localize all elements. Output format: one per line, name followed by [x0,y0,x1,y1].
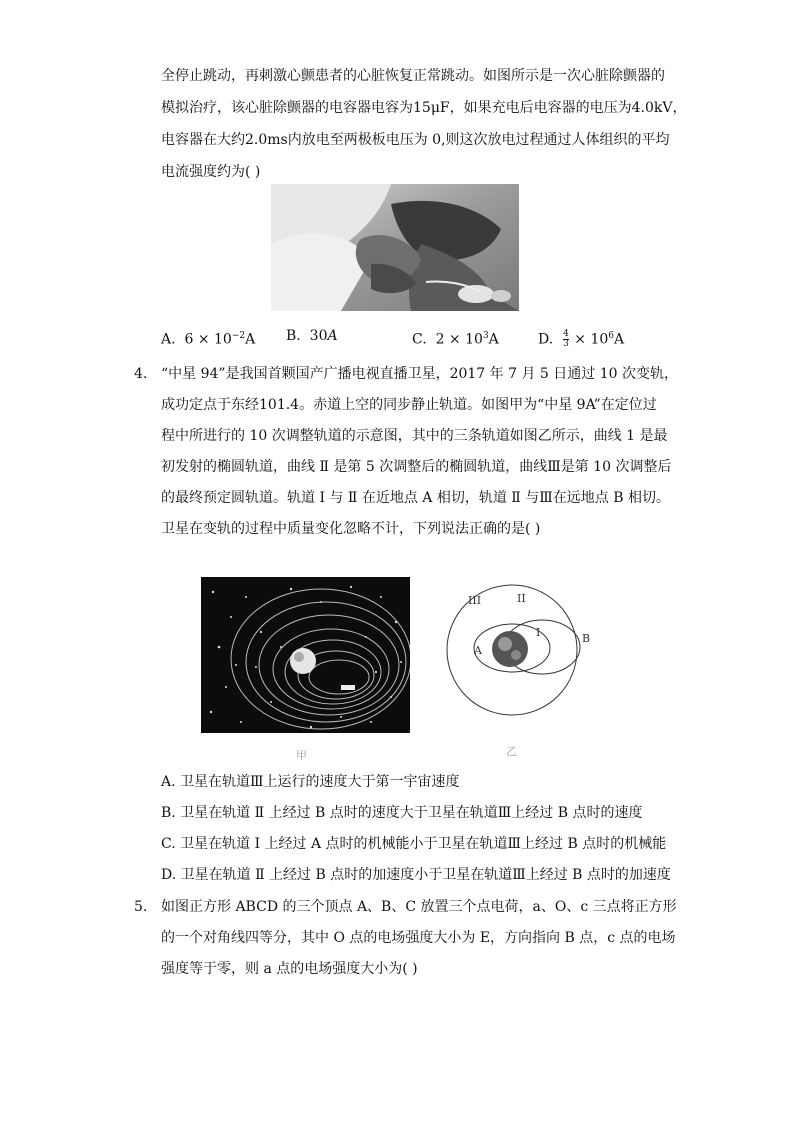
point-b-label: B [582,632,591,645]
q3-line-2: 模拟治疗，该心脏除颤器的电容器电容为15μF，如果充电后电容器的电压为4.0kV， [161,100,687,116]
orbit-photo-jia [201,577,410,733]
q3-option-d[interactable]: D. $\frac{4}{3}$ × $10^6A$ [538,329,625,350]
q4-line-4: 初发射的椭圆轨道，曲线 Ⅱ 是第 5 次调整后的椭圆轨道，曲线Ⅲ是第 10 次调整后 [161,459,672,475]
q3-line-3: 电容器在大约2.0ms内放电至两极板电压为 0,则这次放电过程通过人体组织的平均 [161,132,670,148]
q3-option-c[interactable]: C. $2 \times 10^3A$ [412,331,499,348]
orbit-diagram-yi [430,582,600,722]
q5-line-3: 强度等于零，则 a 点的电场强度大小为( ) [161,961,418,977]
orbit-label-3: III [468,594,482,607]
figure-caption-jia: 甲 [296,749,307,762]
q4-line-6: 卫星在变轨的过程中质量变化忽略不计，下列说法正确的是( ) [161,521,541,537]
fraction: $\frac{4}{3}$ [563,329,569,350]
q3-option-a[interactable]: A. $6 \times 10^{-2}A$ [161,331,256,348]
q4-line-5: 的最终预定圆轨道。轨道 Ⅰ 与 Ⅱ 在近地点 A 相切，轨道 Ⅱ 与Ⅲ在远地点 B 相切。 [161,490,670,506]
orbit-label-1: I [536,626,541,639]
orbit-label-2: II [517,592,526,605]
q3-option-b[interactable]: B. 30A [286,328,338,344]
figure-caption-yi: 乙 [506,745,517,758]
q3-line-4: 电流强度约为( ) [161,164,261,180]
q4-line-2: 成功定点于东经101.4。赤道上空的同步静止轨道。如图甲为“中星 9A”在定位过 [161,397,657,413]
q4-option-c[interactable]: C. 卫星在轨道 Ⅰ 上经过 A 点时的机械能小于卫星在轨道Ⅲ上经过 B 点时的机械能 [161,836,667,852]
q4-line-1: “中星 94”是我国首颗国产广播电视直播卫星，2017 年 7 月 5 日通过 10 次变轨， [161,366,678,382]
point-a-label: A [474,644,482,657]
q5-number: 5. [134,899,148,915]
q4-option-a[interactable]: A. 卫星在轨道Ⅲ上运行的速度大于第一宇宙速度 [161,774,460,790]
q5-line-1: 如图正方形 ABCD 的三个顶点 A、B、C 放置三个点电荷，a、O、c 三点将正方形 [161,899,677,915]
q4-option-d[interactable]: D. 卫星在轨道 Ⅱ 上经过 B 点时的加速度小于卫星在轨道Ⅲ上经过 B 点时的加速度 [161,867,671,883]
q4-number: 4. [134,366,148,382]
defibrillator-photo [271,184,519,311]
q3-line-1: 全停止跳动，再刺激心颤患者的心脏恢复正常跳动。如图所示是一次心脏除颤器的 [161,68,665,84]
q4-option-b[interactable]: B. 卫星在轨道 Ⅱ 上经过 B 点时的速度大于卫星在轨道Ⅲ上经过 B 点时的速度 [161,805,643,821]
q5-line-2: 的一个对角线四等分，其中 O 点的电场强度大小为 E，方向指向 B 点，c 点的电场 [161,930,676,946]
q4-line-3: 程中所进行的 10 次调整轨道的示意图，其中的三条轨道如图乙所示，曲线 1 是最 [161,428,668,444]
